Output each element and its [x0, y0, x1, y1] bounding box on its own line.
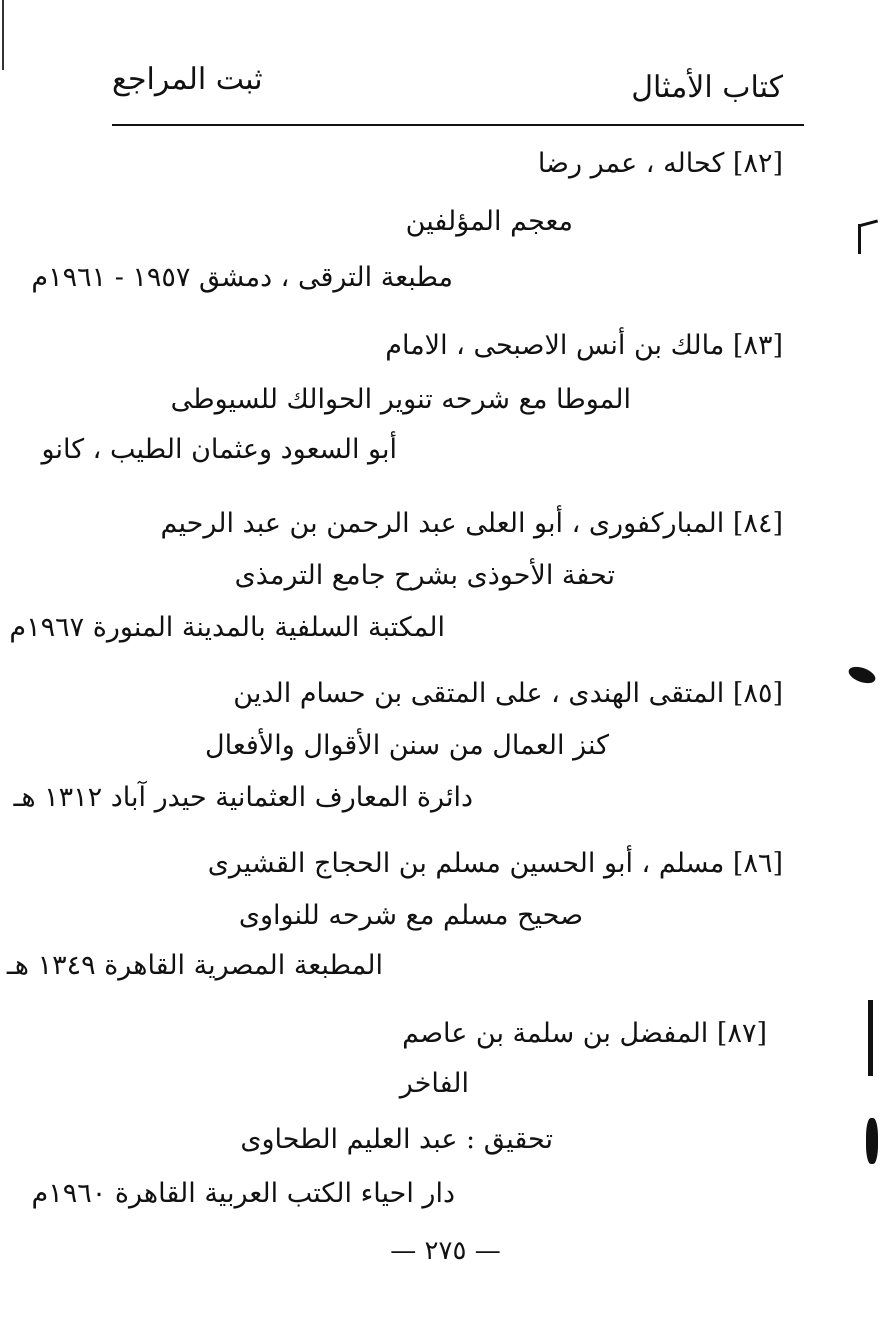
- entry-85-author-line: [233, 676, 783, 712]
- entry-author: مالك بن أنس الاصبحى ، الامام: [385, 330, 725, 361]
- entry-publisher: المطبعة المصرية القاهرة ١٣٤٩ هـ: [6, 950, 383, 981]
- entry-84-author-line: [161, 506, 783, 542]
- section-title: ثبت المراجع: [112, 62, 263, 97]
- entry-number: [٨٦]: [732, 848, 783, 879]
- entry-title: الموطا مع شرحه تنوير الحوالك للسيوطى: [170, 384, 631, 415]
- page-number: — ٢٧٥ —: [390, 1236, 501, 1266]
- entry-87-author-line: [402, 1016, 767, 1052]
- entry-author: المفضل بن سلمة بن عاصم: [402, 1018, 709, 1049]
- entry-author: المباركفورى ، أبو العلى عبد الرحمن بن عبد الرحيم: [160, 508, 725, 539]
- entry-83-author-line: [385, 328, 783, 364]
- entry-publisher: أبو السعود وعثمان الطيب ، كانو: [41, 434, 397, 465]
- entry-publisher: دائرة المعارف العثمانية حيدر آباد ١٣١٢ هـ: [13, 782, 473, 813]
- entry-publisher: المكتبة السلفية بالمدينة المنورة ١٩٦٧م: [9, 612, 445, 643]
- entry-number: [٨٢]: [732, 148, 783, 179]
- margin-blot: [846, 664, 877, 687]
- entry-publisher: مطبعة الترقى ، دمشق ١٩٥٧ - ١٩٦١م: [31, 262, 453, 293]
- header-rule: [112, 124, 804, 126]
- entry-author: مسلم ، أبو الحسين مسلم بن الحجاج القشيرى: [207, 848, 725, 879]
- scan-edge-mark: [2, 0, 4, 70]
- margin-blot: [866, 1118, 878, 1164]
- book-title: كتاب الأمثال: [631, 70, 783, 105]
- entry-publisher: دار احياء الكتب العربية القاهرة ١٩٦٠م: [31, 1178, 455, 1209]
- entry-86-author-line: [208, 846, 783, 882]
- entry-title: كنز العمال من سنن الأقوال والأفعال: [205, 730, 609, 761]
- entry-title: صحيح مسلم مع شرحه للنواوى: [238, 900, 583, 931]
- entry-number: [٨٣]: [732, 330, 783, 361]
- entry-82-author-line: [538, 146, 783, 182]
- entry-number: [٨٥]: [732, 678, 783, 709]
- entry-title: تحفة الأحوذى بشرح جامع الترمذى: [234, 560, 615, 591]
- entry-title: معجم المؤلفين: [405, 206, 573, 237]
- entry-author: المتقى الهندى ، على المتقى بن حسام الدين: [233, 678, 725, 709]
- margin-mark: [858, 224, 861, 254]
- entry-editor: تحقيق : عبد العليم الطحاوى: [240, 1124, 553, 1155]
- margin-mark: [868, 1000, 873, 1076]
- entry-number: [٨٧]: [716, 1018, 767, 1049]
- entry-title: الفاخر: [399, 1068, 469, 1099]
- entry-number: [٨٤]: [732, 508, 783, 539]
- entry-author: كحاله ، عمر رضا: [537, 148, 725, 179]
